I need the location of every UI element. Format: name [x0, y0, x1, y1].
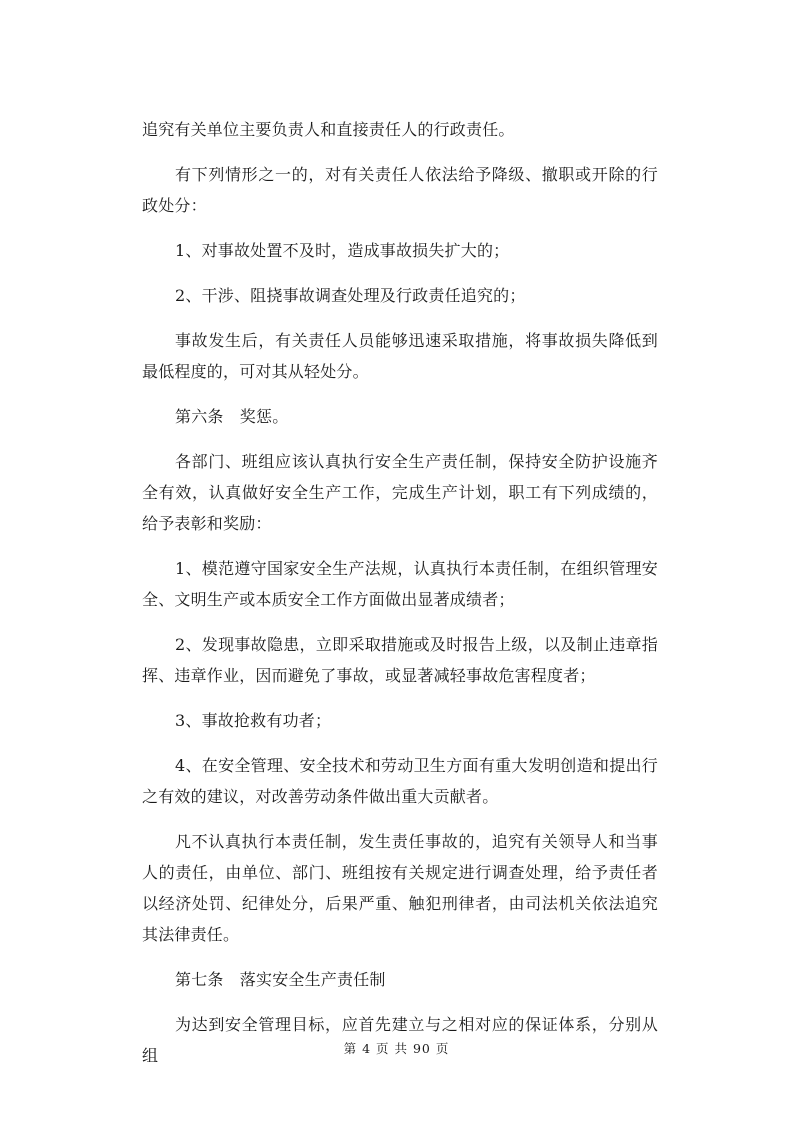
paragraph-reward-intro: 各部门、班组应该认真执行安全生产责任制，保持安全防护设施齐全有效，认真做好安全生产工作，完成生产计划，职工有下列成绩的，给予表彰和奖励： [142, 452, 658, 533]
document-body [142, 114, 658, 1085]
list-item-reward-2: 2、发现事故隐患，立即采取措施或及时报告上级，以及制止违章指挥、违章作业，因而避免了事故，或显著减轻事故危害程度者； [142, 635, 658, 685]
paragraph-liability: 凡不认真执行本责任制，发生责任事故的，追究有关领导人和当事人的责任，由单位、部门、班组按有关规定进行调查处理，给予责任者以经济处罚、纪律处分，后果严重、触犯刑律者，由司法机关依法追究其法律责任。 [142, 832, 658, 944]
list-item-reward-1: 1、模范遵守国家安全生产法规，认真执行本责任制，在组织管理安全、文明生产或本质安全工作方面做出显著成绩者； [142, 559, 658, 609]
paragraph-continuation: 追究有关单位主要负责人和直接责任人的行政责任。 [142, 120, 515, 139]
list-item-reward-3: 3、事故抢救有功者； [175, 711, 332, 730]
list-item-reward-4: 4、在安全管理、安全技术和劳动卫生方面有重大发明创造和提出行之有效的建议，对改善劳动条件做出重大贡献者。 [142, 756, 658, 806]
section-heading-article-6: 第六条 奖惩。 [175, 407, 289, 426]
paragraph-disciplinary-intro: 有下列情形之一的，对有关责任人依法给予降级、撤职或开除的行政处分： [142, 165, 658, 215]
list-item-disciplinary-2: 2、干涉、阻挠事故调查处理及行政责任追究的； [175, 286, 526, 305]
paragraph-article-7-body: 为达到安全管理目标，应首先建立与之相对应的保证体系，分别从组 [142, 1015, 658, 1065]
list-item-disciplinary-1: 1、对事故处置不及时，造成事故损失扩大的； [175, 241, 510, 260]
paragraph-mitigation: 事故发生后，有关责任人员能够迅速采取措施，将事故损失降低到最低程度的，可对其从轻处分。 [142, 331, 658, 381]
page-number-footer: 第 4 页 共 90 页 [343, 1041, 450, 1056]
section-heading-article-7: 第七条 落实安全生产责任制 [175, 970, 386, 989]
